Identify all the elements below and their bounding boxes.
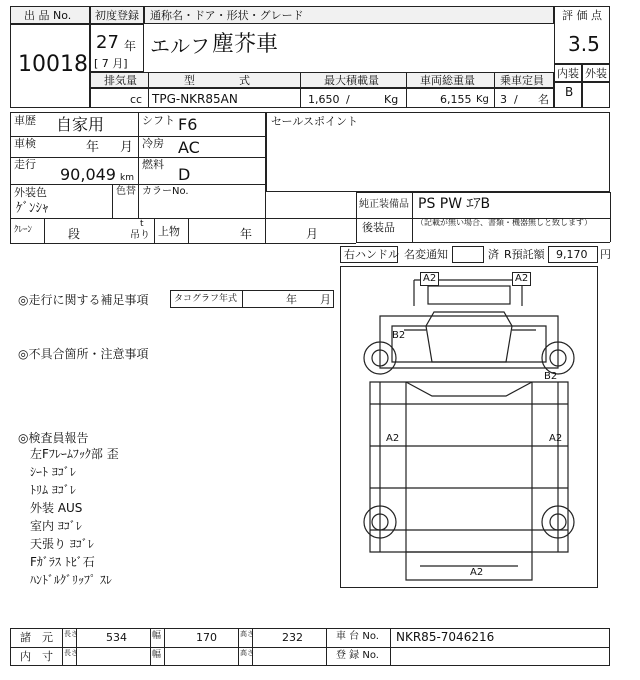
month-value: [ 7 月] (94, 57, 128, 70)
inspector-line: 室内 ﾖｺﾞﾚ (30, 519, 82, 533)
year-unit: 年 (124, 39, 137, 53)
recycle-value: 9,170 (556, 248, 588, 261)
mark-right-side: A2 (549, 433, 563, 444)
gvw-value: 6,155 (440, 93, 472, 106)
gvw-label: 車両総重量 (420, 74, 475, 87)
fuel-value: D (178, 165, 191, 184)
mark-left-side: A2 (386, 433, 400, 444)
length-label: 長さ (64, 630, 78, 638)
mileage-value: 90,049 (60, 165, 116, 184)
inner-length-label: 長さ (64, 649, 78, 657)
name-change-label: 名変通知 (404, 248, 448, 261)
inspector-line: ｼｰﾄ ﾖｺﾞﾚ (30, 465, 76, 479)
exterior-color-label: 外装色 (14, 186, 47, 199)
shift-label: シフト (142, 114, 175, 127)
model-value: TPG-NKR85AN (152, 92, 238, 106)
recycle-label: R預託額 (504, 248, 545, 261)
mark-left-b2: B2 (392, 330, 406, 341)
inspector-line: 外装 AUS (30, 501, 83, 515)
exterior-color-value: ｹﾞﾝｼｬ (16, 201, 49, 216)
interior-label: 内装 (557, 67, 579, 80)
gvw-unit: Kg (476, 94, 489, 105)
inspector-line: Fｶﾞﾗｽ ﾄﾋﾞ石 (30, 555, 95, 569)
lift-label: 上物 (158, 225, 180, 238)
max-load-value: 1,650 (308, 93, 340, 106)
shift-value: F6 (178, 115, 198, 134)
exterior-grade-cell (582, 82, 610, 108)
recycle-ok: 済 (488, 248, 499, 261)
inner-label: 内 寸 (20, 650, 53, 663)
capacity-unit: 名 (538, 93, 549, 106)
tacho-month: 月 (320, 293, 331, 306)
rhd-label: 右ハンドル (344, 248, 399, 261)
score-value: 3.5 (568, 32, 600, 56)
lot-label: 出 品 No. (24, 9, 72, 22)
width-value: 170 (196, 631, 217, 644)
inspection-year: 年 (86, 140, 100, 155)
mark-bottom: A2 (470, 567, 484, 578)
max-load-label: 最大積載量 (324, 74, 379, 87)
lift-month: 月 (306, 227, 319, 241)
score-label: 評 価 点 (562, 9, 602, 22)
history-value: 自家用 (56, 115, 105, 134)
mark-top-left: A2 (420, 272, 439, 286)
history-label: 車歴 (14, 114, 36, 127)
inspector-heading: ◎検査員報告 (18, 431, 89, 445)
inner-height-label: 高さ (240, 649, 254, 657)
inspector-line: ﾊﾝﾄﾞﾙｸﾞﾘｯﾌﾟ ｽﾚ (30, 573, 112, 587)
color-code-label: 色替 (116, 186, 136, 197)
exterior-label: 外装 (585, 67, 607, 80)
height-label: 高さ (240, 630, 254, 638)
ac-label: 冷房 (142, 137, 164, 150)
truck-diagram (340, 266, 598, 588)
name-label: 通称名・ドア・形状・グレード (150, 9, 304, 22)
chassis-value: NKR85-7046216 (396, 630, 495, 644)
height-value: 232 (282, 631, 303, 644)
aftermarket-label: 後装品 (362, 221, 395, 234)
displacement-unit: cc (130, 93, 143, 106)
crane-hang: 吊り (130, 230, 150, 241)
driving-heading: ◎走行に関する補足事項 (18, 293, 149, 307)
crane-t: t (140, 219, 144, 229)
ac-value: AC (178, 138, 200, 157)
equipment-value: PS PW ｴｱB (418, 196, 491, 212)
spec-label-row (90, 72, 554, 88)
interior-grade: B (565, 85, 574, 99)
mileage-label: 走行 (14, 158, 36, 171)
inspection-month: 月 (120, 140, 134, 155)
mark-top-right: A2 (512, 272, 531, 286)
crane-label: ｸﾚｰﾝ (14, 225, 33, 235)
model-label: 型 式 (184, 74, 250, 87)
inspection-label: 車検 (14, 137, 36, 150)
name-change-box (452, 246, 484, 263)
max-load-unit: Kg (384, 93, 399, 106)
lift-year: 年 (240, 227, 253, 241)
sales-point-label: セールスポイント (271, 115, 359, 128)
width-label: 幅 (152, 631, 162, 641)
tacho-label: タコグラフ年式 (174, 294, 238, 304)
inner-width-label: 幅 (152, 650, 162, 660)
year-value: 27 (96, 32, 119, 53)
mileage-unit: km (120, 173, 134, 183)
inspector-line: 左Fﾌﾚｰﾑﾌｯｸ部 歪 (30, 447, 119, 461)
fuel-label: 燃料 (142, 158, 164, 171)
defects-heading: ◎不具合箇所・注意事項 (18, 347, 149, 361)
aftermarket-note: （記載が無い場合、書類・機器無しと致します） (416, 218, 592, 227)
recycle-unit: 円 (600, 248, 611, 261)
dims-label: 諸 元 (20, 631, 53, 644)
max-load-sep: / (346, 93, 350, 106)
color-no-label: カラーNo. (142, 186, 189, 197)
reg-label: 登 録 No. (336, 650, 379, 661)
crane-stage: 段 (68, 227, 81, 241)
tacho-year: 年 (286, 293, 297, 306)
chassis-label: 車 台 No. (336, 631, 379, 642)
car-name: エルフ (150, 34, 210, 58)
inspector-line: 天張り ﾖｺﾞﾚ (30, 537, 94, 551)
length-value: 534 (106, 631, 127, 644)
equipment-label: 純正装備品 (359, 199, 409, 210)
mark-right-b2: B2 (544, 371, 558, 382)
car-grade: 塵芥車 (212, 32, 279, 57)
capacity-value: 3 (500, 93, 507, 106)
first-reg-label: 初度登録 (95, 9, 139, 22)
lot-number: 10018 (18, 52, 88, 77)
capacity-label: 乗車定員 (500, 74, 544, 87)
capacity-sep: / (514, 93, 518, 106)
displacement-label: 排気量 (104, 74, 137, 87)
inspector-line: ﾄﾘﾑ ﾖｺﾞﾚ (30, 483, 76, 497)
